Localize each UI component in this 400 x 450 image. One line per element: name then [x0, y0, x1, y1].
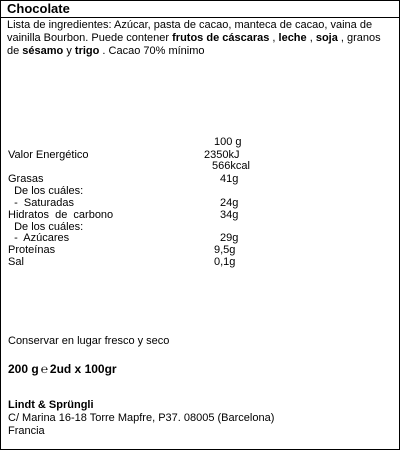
ingredients-text: . Cacao 70% mínimo — [99, 45, 205, 57]
energy-label: Valor Energético — [8, 149, 89, 161]
allergen-wheat: trigo — [74, 45, 100, 57]
storage-instructions: Conservar en lugar fresco y seco — [8, 335, 170, 347]
unit-count: 2ud x 100gr — [49, 362, 117, 376]
manufacturer-country: Francia — [8, 425, 45, 437]
manufacturer-address: C/ Marina 16-18 Torre Mapfre, P37. 08005 (Barcelona) — [8, 412, 275, 424]
nutrient-label: De los cuáles: — [8, 221, 84, 233]
product-title: Chocolate — [7, 1, 70, 16]
nutrient-value: 24g — [220, 197, 239, 209]
ingredients-list — [7, 19, 395, 58]
allergen-milk: leche — [278, 32, 307, 44]
nutrient-label: Grasas — [8, 173, 44, 185]
allergen-soy: soja — [315, 32, 338, 44]
nutrient-label: - Azúcares — [8, 232, 70, 244]
nutrient-label: - Saturadas — [8, 197, 75, 209]
estimated-sign-icon: ℮ — [40, 362, 48, 376]
energy-kj: 2350kJ — [204, 149, 240, 161]
nutrient-label: Hidratos de carbono — [8, 209, 114, 221]
allergen-sesame: sésamo — [22, 45, 64, 57]
net-weight — [8, 363, 117, 375]
nutrient-value: 29g — [220, 232, 239, 244]
nutrient-label: Proteínas — [8, 244, 56, 256]
allergen-nuts: frutos de cáscaras — [172, 32, 270, 44]
nutrient-value: 41g — [220, 173, 239, 185]
ingredients-text: , — [306, 32, 316, 44]
nutrient-label: De los cuáles: — [8, 185, 84, 197]
nutrient-value: 0,1g — [214, 256, 236, 268]
net-weight-value: 200 g — [8, 362, 39, 376]
nutrient-value: 9,5g — [214, 244, 236, 256]
title-divider — [1, 17, 399, 18]
ingredients-text: , — [269, 32, 279, 44]
ingredients-text: , granos de — [7, 32, 381, 57]
manufacturer-name: Lindt & Sprüngli — [8, 399, 94, 411]
nutrient-value: 34g — [220, 209, 239, 221]
nutrient-label: Sal — [8, 256, 24, 268]
ingredients-text: Lista de ingredientes: Azúcar, pasta de cacao, manteca de cacao, vaina de vainilla Bourbon. Puede contener — [7, 19, 373, 44]
nutrition-header: 100 g — [214, 136, 242, 148]
energy-kcal: 566kcal — [212, 160, 250, 172]
ingredients-text: y — [63, 45, 75, 57]
